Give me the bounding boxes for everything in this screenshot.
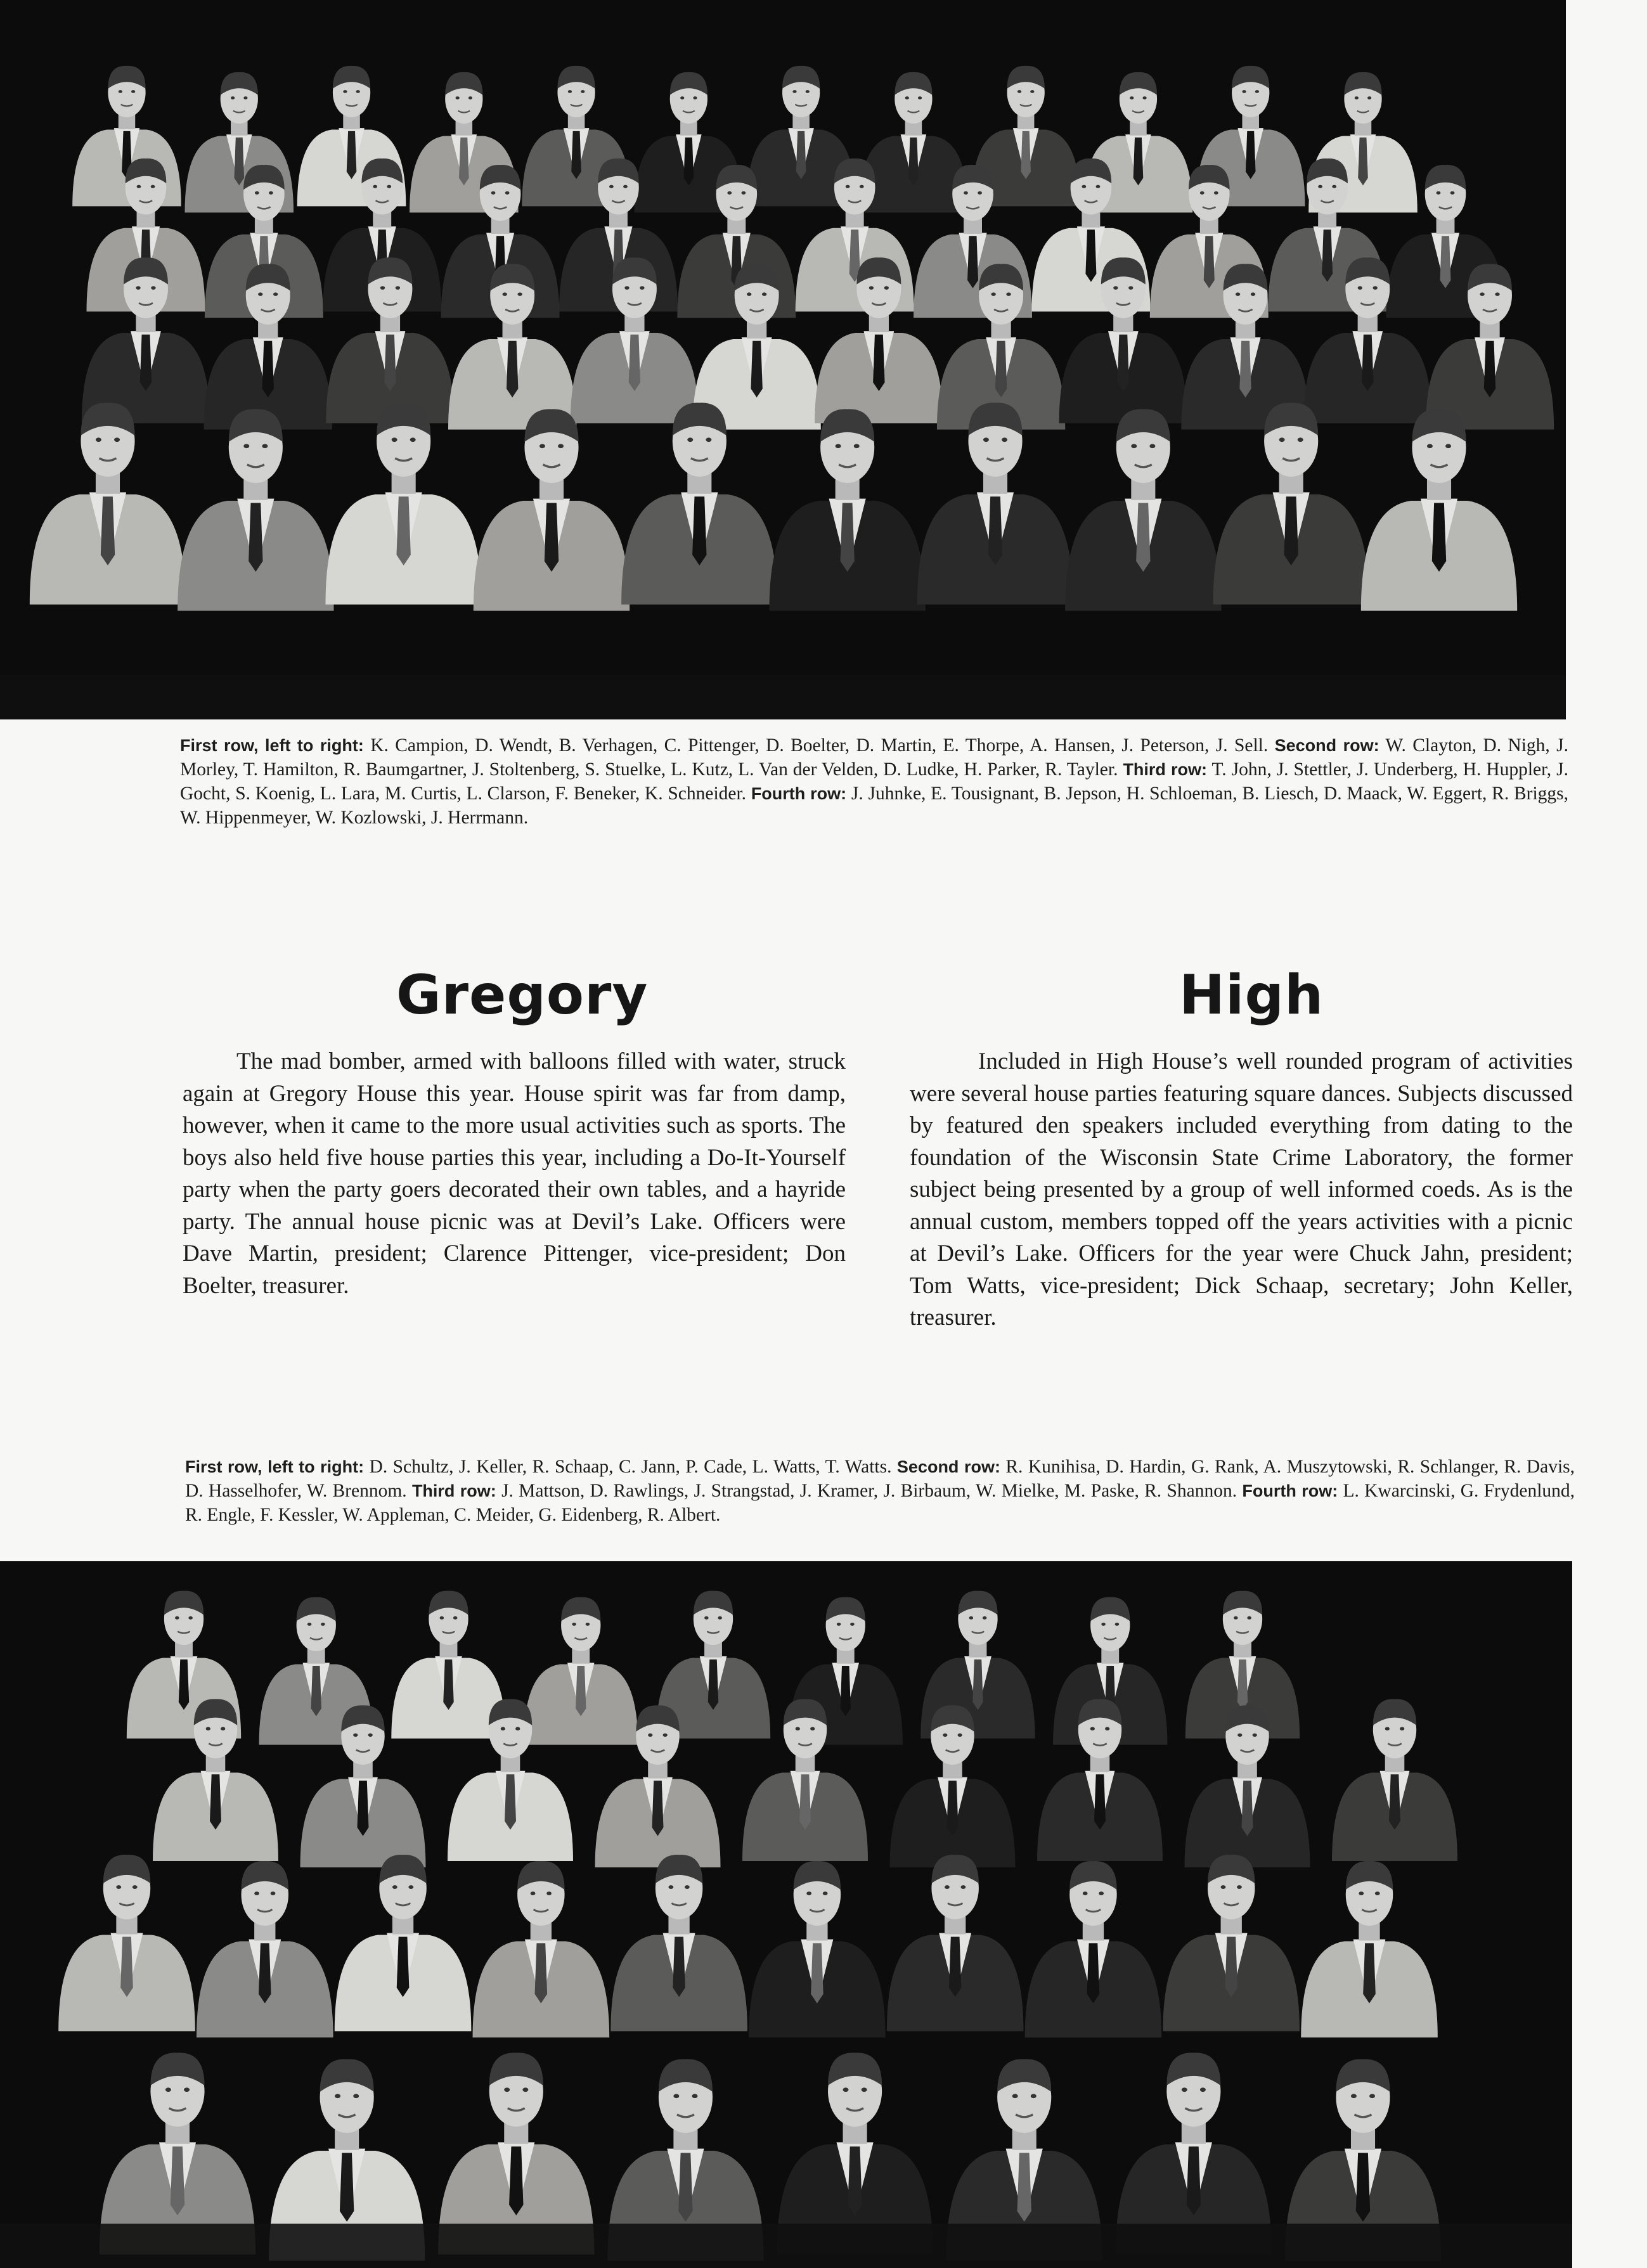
caption-row2-names: R. Kunihisa, D. Hardin, G. Rank, A. Muszytowski, R. Schlanger, R. Davis, D. Hasselhofer, W. Brennom. <box>185 1457 1575 1501</box>
gregory-house-group-photo <box>0 0 1566 719</box>
gregory-article-body: The mad bomber, armed with balloons filled with water, struck again at Gregory House this year. House spirit was far from damp, however, when it came to the more usual activities such as sports. The boys also held five house parties this year, including a Do-It-Yourself party when the party goers decorated their own tables, and a hayride party. The annual house picnic was at Devil’s Lake. Officers were Dave Martin, president; Clarence Pittenger, vice-president; Don Boelter, treasurer. <box>183 1048 846 1299</box>
group-photo-figures <box>0 1561 1572 2268</box>
caption-row3-label: Third row: <box>411 1481 496 1500</box>
photo-row <box>153 1699 1457 1867</box>
gregory-heading: Gregory <box>396 963 649 1027</box>
caption-row4-label: Fourth row: <box>751 784 847 803</box>
caption-row2-label: Second row: <box>1274 736 1379 755</box>
caption-row1-label: First row, left to right: <box>185 1457 365 1476</box>
top-photo-caption <box>180 733 1568 830</box>
bottom-photo-caption <box>185 1455 1575 1527</box>
photo-row <box>127 1591 1300 1745</box>
caption-row4-names: L. Kwarcinski, G. Frydenlund, R. Engle, F. Kessler, W. Appleman, C. Meider, G. Eidenberg, R. Albert. <box>185 1481 1575 1525</box>
caption-row3-names: T. John, J. Stettler, J. Underberg, H. Huppler, J. Gocht, S. Koenig, L. Lara, M. Curtis, L. Clarson, F. Beneker, K. Schneider. <box>180 759 1568 804</box>
high-article-body: Included in High House’s well rounded program of activities were several house parties featuring square dances. Subjects discussed by featured den speakers included everything from dating to the foundation of the Wisconsin State Crime Laboratory, the former subject being presented by a group of well informed coeds. As is the annual custom, members topped off the years activities with a picnic at Devil’s Lake. Officers for the year were Chuck Jahn, president; Tom Watts, vice-president; Dick Schaap, secretary; John Keller, treasurer. <box>910 1048 1573 1331</box>
caption-row4-names: J. Juhnke, E. Tousignant, B. Jepson, H. Schloeman, B. Liesch, D. Maack, W. Eggert, R. Briggs, W. Hippenmeyer, W. Kozlowski, J. Herrmann. <box>180 783 1569 828</box>
high-house-group-photo <box>0 1561 1572 2268</box>
caption-row4-label: Fourth row: <box>1242 1481 1338 1500</box>
caption-row1-names: K. Campion, D. Wendt, B. Verhagen, C. Pittenger, D. Boelter, D. Martin, E. Thorpe, A. Hansen, J. Peterson, J. Sell. <box>363 735 1269 756</box>
group-photo-figures <box>0 0 1566 719</box>
caption-row2-label: Second row: <box>896 1457 1000 1476</box>
caption-row2-names: W. Clayton, D. Nigh, J. Morley, T. Hamilton, R. Baumgartner, J. Stoltenberg, S. Stuelke, L. Kutz, L. Van der Velden, D. Ludke, H. Parker, R. Tayler. <box>180 735 1568 780</box>
caption-row1-label: First row, left to right: <box>180 736 364 755</box>
caption-row1-names: D. Schultz, J. Keller, R. Schaap, C. Jann, P. Cade, L. Watts, T. Watts. <box>364 1457 892 1477</box>
high-heading: High <box>1179 963 1324 1027</box>
caption-row3-label: Third row: <box>1123 760 1208 779</box>
caption-row3-names: J. Mattson, D. Rawlings, J. Strangstad, J. Kramer, J. Birbaum, W. Mielke, M. Paske, R. Shannon. <box>496 1481 1237 1501</box>
